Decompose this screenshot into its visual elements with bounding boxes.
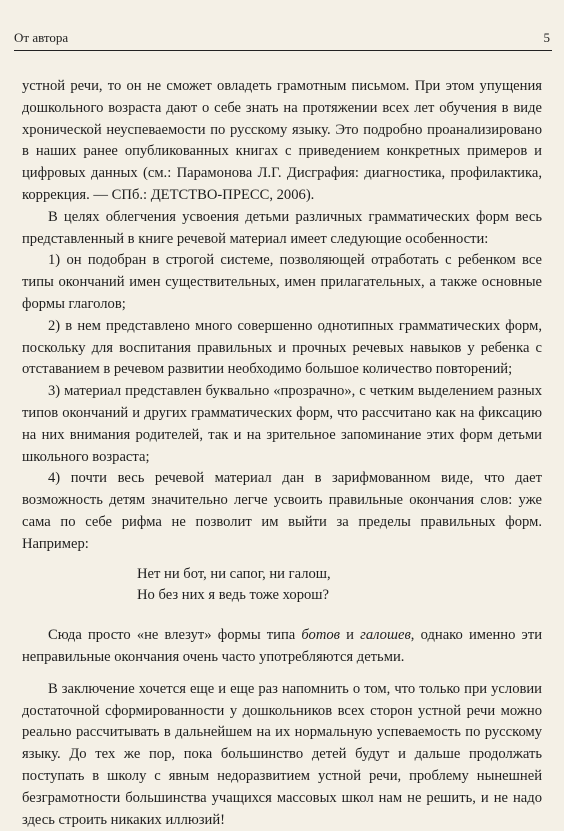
paragraph: устной речи, то он не сможет овладеть грамотным письмом. При этом упущения дошкольного возраста дают о себе знать на протяжении всех лет обучения в виде хронической неуспеваемости по русскому языку. Это подробно проанализировано в наших ранее опубликованных книгах с приведением конкретных примеров и цифровых данных (см.: Парамонова Л.Г. Дисграфия: диагностика, профилактика, коррекция. — СПб.: ДЕТСТВО-ПРЕСС, 2006).	[22, 78, 542, 203]
text-span: и	[340, 627, 361, 644]
list-item-3: 3) материал представлен буквально «прозрачно», с четким выделением разных типов окончаний и других грамматических форм, что рассчитано как на фиксацию на них внимания родителей, так и на зрительное запоминание этих форм детьми школьного возраста;	[22, 383, 542, 465]
italic-word: галошев	[360, 627, 411, 644]
italic-word: ботов	[301, 627, 341, 644]
page-number: 5	[543, 30, 550, 45]
rhyme-example	[137, 564, 542, 608]
spacer	[22, 669, 542, 679]
section-title: От автора	[14, 30, 69, 45]
conclusion-paragraph: В заключение хочется еще и еще раз напомнить о том, что только при условии достаточной сформированности у дошкольников всех сторон устной речи можно реально рассчитывать в дальнейшем на их нормальную успеваемость по русскому языку. До тех же пор, пока большинство детей будут и дальше продолжать поступать в школу с явным недоразвитием устной речи, проблему нынешней безграмотности большинства учащихся массовых школ нам не решить, и не надо здесь строить никаких иллюзий!	[22, 680, 542, 828]
paragraph: В целях облегчения усвоения детьми различных грамматических форм весь представленный в книге речевой материал имеет следующие особенности:	[22, 208, 542, 247]
text-span: Сюда просто «не влезут» формы типа	[48, 627, 302, 644]
header-rule	[14, 50, 552, 51]
running-header	[14, 30, 550, 46]
text-span: , однако именно эти неправильные окончания очень часто употребляются детьми.	[22, 627, 543, 665]
list-item-1: 1) он подобран в строгой системе, позволяющей отработать с ребенком все типы окончаний имен существительных, имен прилагательных, а также основные формы глаголов;	[22, 252, 542, 312]
list-item-2: 2) в нем представлено много совершенно однотипных грамматических форм, поскольку для воспитания правильных и прочных речевых навыков у ребенка с отставанием в речевом развитии необходимо большое количество повторений;	[22, 317, 542, 378]
body-text	[22, 76, 542, 831]
list-item-4: 4) почти весь речевой материал дан в зарифмованном виде, что дает возможность детям значительно легче усвоить правильные окончания слов: уже сама по себе рифма не позволит им выйти за пределы правильных форм. Например:	[22, 470, 542, 552]
paragraph	[22, 625, 542, 669]
poem-line: Нет ни бот, ни сапог, ни галош,	[137, 565, 331, 582]
poem-line: Но без них я ведь тоже хорош?	[137, 587, 330, 604]
